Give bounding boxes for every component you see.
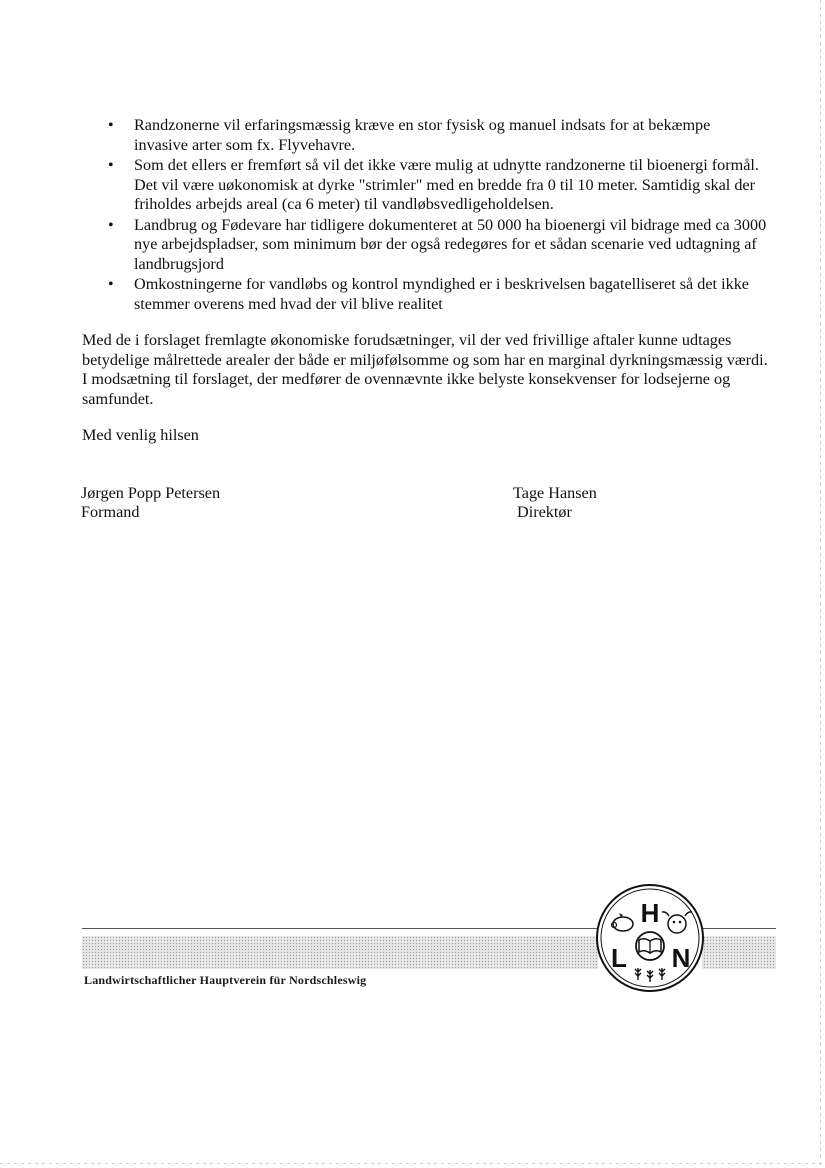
body-paragraph: Med de i forslaget fremlagte økonomiske forudsætninger, vil der ved frivillige aftaler kunne udtages betydelige målrettede arealer der både er miljøfølsomme og som har en marginal dyrkningsmæssig værdi. I modsætning til forslaget, der medfører de ovennævnte ikke belyste konsekvenser for lodsejerne og samfundet. <box>82 331 768 408</box>
organization-logo <box>594 882 706 994</box>
signatory-name: Tage Hansen <box>513 484 597 502</box>
bullet-item: • Landbrug og Fødevare har tidligere dokumenteret at 50 000 ha bioenergi vil bidrage med ca 3000 nye arbejdspladser, som minimum bør der også redegøres for et sådan scenarie ved udtagning af landbrugsjord <box>88 216 768 275</box>
logo-letter: N <box>671 943 691 973</box>
bullet-item: • Randzonerne vil erfaringsmæssig kræve en stor fysisk og manuel indsats for at bekæmpe invasive arter som fx. Flyvehavre. <box>88 116 768 155</box>
footer-organization-name: Landwirtschaftlicher Hauptverein für Nordschleswig <box>84 973 367 987</box>
bullet-list <box>88 116 768 315</box>
closing-greeting: Med venlig hilsen <box>82 426 199 444</box>
scan-edge-right <box>820 0 821 1168</box>
signatory-title: Formand <box>81 502 140 521</box>
scan-edge-bottom <box>0 1163 825 1164</box>
bullet-item: • Omkostningerne for vandløbs og kontrol myndighed er i beskrivelsen bagatelliseret så det ikke stemmer overens med hvad der vil blive realitet <box>88 275 768 314</box>
signatory-title: Direktør <box>517 502 572 521</box>
bullet-item: • Som det ellers er fremført så vil det ikke være mulig at udnytte randzonerne til bioenergi formål. Det vil være uøkonomisk at dyrke "strimler" med en bredde fra 0 til 10 meter. Samtidig skal der friholdes arbejds areal (ca 6 meter) til vandløbsvedligeholdelsen. <box>88 156 768 215</box>
signatory-name: Jørgen Popp Petersen <box>81 484 221 502</box>
signature-block-left <box>81 484 220 521</box>
logo-letter: L <box>611 943 627 973</box>
logo-letter: H <box>640 898 660 928</box>
signature-block-right <box>513 484 597 521</box>
